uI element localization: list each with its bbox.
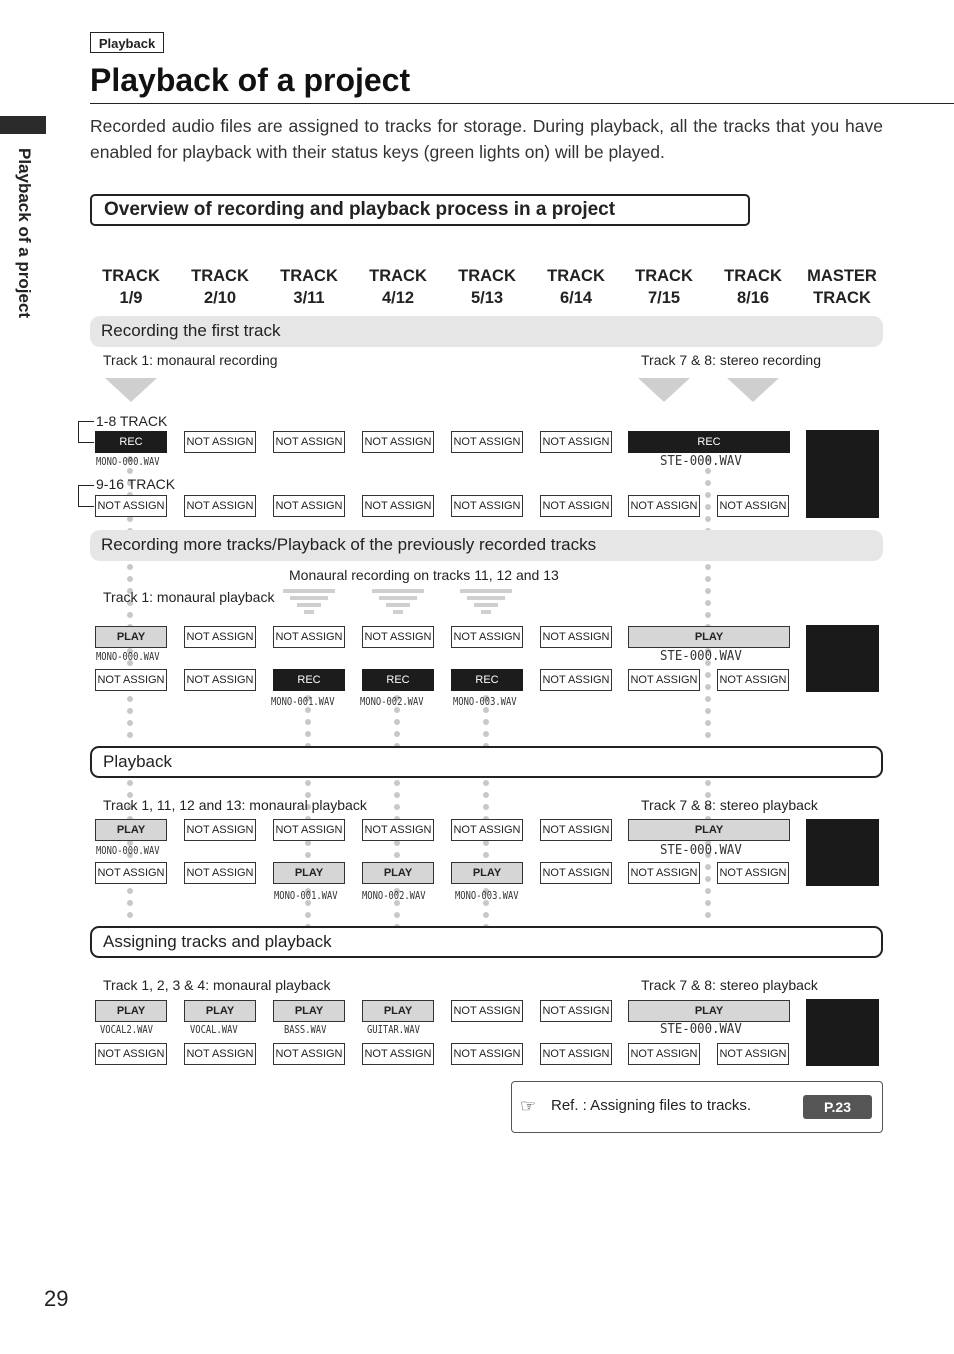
connector-dot bbox=[127, 732, 133, 738]
note-track1-playback: Track 1: monaural playback bbox=[103, 589, 275, 605]
arrow-down-icon bbox=[105, 378, 157, 402]
status-key-track6[interactable]: NOT ASSIGN bbox=[540, 626, 612, 648]
file-name: MONO-003.WAV bbox=[453, 695, 517, 708]
page-number: 29 bbox=[44, 1286, 69, 1311]
connector-dot bbox=[127, 720, 133, 726]
status-key-track3[interactable]: NOT ASSIGN bbox=[273, 431, 345, 453]
connector-dot bbox=[127, 576, 133, 582]
status-key-track4[interactable]: NOT ASSIGN bbox=[362, 819, 434, 841]
status-key-track9[interactable]: NOT ASSIGN bbox=[95, 1043, 167, 1065]
status-key-track13[interactable]: PLAY bbox=[451, 862, 523, 884]
status-key-track14[interactable]: NOT ASSIGN bbox=[540, 669, 612, 691]
track-header-8: TRACK 8/16 bbox=[724, 267, 782, 307]
status-key-track12[interactable]: NOT ASSIGN bbox=[362, 495, 434, 517]
arrow-down-icon bbox=[727, 378, 779, 402]
connector-dot bbox=[394, 912, 400, 918]
track-header-6: TRACK 6/14 bbox=[547, 267, 605, 307]
status-key-track12[interactable]: NOT ASSIGN bbox=[362, 1043, 434, 1065]
status-key-track3[interactable]: PLAY bbox=[273, 1000, 345, 1022]
reference-text: Ref. : Assigning files to tracks. bbox=[551, 1097, 752, 1114]
connector-dot bbox=[127, 468, 133, 474]
connector-dot bbox=[705, 708, 711, 714]
connector-dot bbox=[127, 612, 133, 618]
status-key-track9[interactable]: NOT ASSIGN bbox=[95, 669, 167, 691]
connector-dot bbox=[394, 804, 400, 810]
connector-dot bbox=[305, 852, 311, 858]
status-key-track2[interactable]: NOT ASSIGN bbox=[184, 626, 256, 648]
connector-dot bbox=[483, 852, 489, 858]
arrow-down-icon bbox=[638, 378, 690, 402]
status-key-track15[interactable]: NOT ASSIGN bbox=[628, 495, 700, 517]
file-name: MONO-003.WAV bbox=[455, 889, 519, 902]
status-key-track12[interactable]: REC bbox=[362, 669, 434, 691]
connector-dot bbox=[705, 564, 711, 570]
status-key-track9[interactable]: NOT ASSIGN bbox=[95, 495, 167, 517]
master-track-block bbox=[806, 999, 879, 1066]
connector-dot bbox=[394, 852, 400, 858]
status-key-track15[interactable]: NOT ASSIGN bbox=[628, 862, 700, 884]
status-key-track16[interactable]: NOT ASSIGN bbox=[717, 495, 789, 517]
connector-dot bbox=[705, 612, 711, 618]
file-name: STE-000.WAV bbox=[660, 649, 742, 664]
status-key-track10[interactable]: NOT ASSIGN bbox=[184, 669, 256, 691]
status-key-track16[interactable]: NOT ASSIGN bbox=[717, 1043, 789, 1065]
status-key-track12[interactable]: PLAY bbox=[362, 862, 434, 884]
connector-dot bbox=[127, 708, 133, 714]
track-header-2: TRACK 2/10 bbox=[191, 267, 249, 307]
status-key-track10[interactable]: NOT ASSIGN bbox=[184, 862, 256, 884]
status-key-track1[interactable]: PLAY bbox=[95, 819, 167, 841]
bank-label-lower: 9-16 TRACK bbox=[96, 476, 176, 492]
status-key-track6[interactable]: NOT ASSIGN bbox=[540, 1000, 612, 1022]
connector-dot bbox=[705, 588, 711, 594]
bank-bracket bbox=[78, 421, 94, 443]
connector-dot bbox=[705, 504, 711, 510]
connector-dot bbox=[394, 731, 400, 737]
status-key-track5[interactable]: NOT ASSIGN bbox=[451, 431, 523, 453]
status-key-track2[interactable]: PLAY bbox=[184, 1000, 256, 1022]
connector-dot bbox=[705, 720, 711, 726]
status-key-track14[interactable]: NOT ASSIGN bbox=[540, 1043, 612, 1065]
page-title: Playback of a project bbox=[90, 62, 411, 98]
bank-label-upper: 1-8 TRACK bbox=[96, 413, 168, 429]
connector-dot bbox=[394, 780, 400, 786]
connector-dot bbox=[127, 564, 133, 570]
status-key-track13[interactable]: NOT ASSIGN bbox=[451, 495, 523, 517]
status-key-track2[interactable]: NOT ASSIGN bbox=[184, 819, 256, 841]
connector-dot bbox=[705, 600, 711, 606]
status-key-track6[interactable]: NOT ASSIGN bbox=[540, 819, 612, 841]
status-key-track7-8[interactable]: PLAY bbox=[628, 626, 790, 648]
file-name: VOCAL.WAV bbox=[190, 1023, 238, 1036]
track-header-1: TRACK 1/9 bbox=[102, 267, 160, 307]
file-name: GUITAR.WAV bbox=[367, 1023, 420, 1036]
section-bar-assigning: Assigning tracks and playback bbox=[90, 926, 883, 958]
status-key-track11[interactable]: REC bbox=[273, 669, 345, 691]
status-key-track6[interactable]: NOT ASSIGN bbox=[540, 431, 612, 453]
status-key-track5[interactable]: NOT ASSIGN bbox=[451, 819, 523, 841]
file-name: MONO-000.WAV bbox=[96, 844, 160, 857]
status-key-track4[interactable]: NOT ASSIGN bbox=[362, 431, 434, 453]
status-key-track7-8[interactable]: REC bbox=[628, 431, 790, 453]
connector-dot bbox=[705, 492, 711, 498]
status-key-track14[interactable]: NOT ASSIGN bbox=[540, 495, 612, 517]
status-key-track13[interactable]: NOT ASSIGN bbox=[451, 1043, 523, 1065]
arrow-down-icon bbox=[372, 589, 424, 613]
connector-dot bbox=[305, 912, 311, 918]
file-name: MONO-000.WAV bbox=[96, 650, 160, 663]
file-name: MONO-002.WAV bbox=[362, 889, 426, 902]
file-name: VOCAL2.WAV bbox=[100, 1023, 153, 1036]
file-name: MONO-000.WAV bbox=[96, 455, 160, 468]
note-stereo-playback: Track 7 & 8: stereo playback bbox=[641, 797, 818, 813]
status-key-track15[interactable]: NOT ASSIGN bbox=[628, 669, 700, 691]
section-bar-recording-more: Recording more tracks/Playback of the previously recorded tracks bbox=[90, 530, 883, 561]
status-key-track5[interactable]: NOT ASSIGN bbox=[451, 1000, 523, 1022]
connector-dot bbox=[483, 804, 489, 810]
connector-dot bbox=[705, 780, 711, 786]
status-key-track7-8[interactable]: PLAY bbox=[628, 819, 790, 841]
connector-dot bbox=[394, 719, 400, 725]
connector-dot bbox=[127, 888, 133, 894]
file-name: MONO-002.WAV bbox=[360, 695, 424, 708]
status-key-track9[interactable]: NOT ASSIGN bbox=[95, 862, 167, 884]
connector-dot bbox=[705, 912, 711, 918]
connector-dot bbox=[705, 876, 711, 882]
connector-dot bbox=[705, 684, 711, 690]
file-name: BASS.WAV bbox=[284, 1023, 327, 1036]
file-name: STE-000.WAV bbox=[660, 454, 742, 469]
status-key-track1[interactable]: PLAY bbox=[95, 626, 167, 648]
status-key-track13[interactable]: REC bbox=[451, 669, 523, 691]
status-key-track2[interactable]: NOT ASSIGN bbox=[184, 431, 256, 453]
track-header-3: TRACK 3/11 bbox=[280, 267, 338, 307]
status-key-track16[interactable]: NOT ASSIGN bbox=[717, 669, 789, 691]
note-track1-recording: Track 1: monaural recording bbox=[103, 352, 278, 368]
note-stereo-recording: Track 7 & 8: stereo recording bbox=[641, 352, 822, 368]
connector-dot bbox=[705, 900, 711, 906]
connector-dot bbox=[705, 732, 711, 738]
connector-dot bbox=[705, 480, 711, 486]
arrow-down-icon bbox=[460, 589, 512, 613]
connector-dot bbox=[705, 576, 711, 582]
side-label: Playback of a project bbox=[15, 148, 34, 319]
section-tag: Playback bbox=[90, 32, 164, 53]
note-monaural-playback: Track 1, 11, 12 and 13: monaural playback bbox=[103, 797, 367, 813]
connector-dot bbox=[705, 864, 711, 870]
file-name: MONO-001.WAV bbox=[271, 695, 335, 708]
status-key-track11[interactable]: PLAY bbox=[273, 862, 345, 884]
connector-dot bbox=[305, 719, 311, 725]
title-rule bbox=[90, 103, 954, 104]
connector-dot bbox=[705, 672, 711, 678]
connector-dot bbox=[394, 792, 400, 798]
connector-dot bbox=[483, 792, 489, 798]
master-track-block bbox=[806, 625, 879, 692]
track-header-7: TRACK 7/15 bbox=[635, 267, 693, 307]
intro-paragraph: Recorded audio files are assigned to tracks for storage. During playback, all the tracks that you have enabled for playback with their status keys (green lights on) will be played. bbox=[90, 116, 883, 162]
connector-dot bbox=[705, 516, 711, 522]
master-track-block bbox=[806, 819, 879, 886]
overview-heading: Overview of recording and playback process in a project bbox=[90, 194, 750, 226]
status-key-track4[interactable]: PLAY bbox=[362, 1000, 434, 1022]
status-key-track10[interactable]: NOT ASSIGN bbox=[184, 495, 256, 517]
file-name: MONO-001.WAV bbox=[274, 889, 338, 902]
status-key-track11[interactable]: NOT ASSIGN bbox=[273, 1043, 345, 1065]
status-key-track1[interactable]: PLAY bbox=[95, 1000, 167, 1022]
connector-dot bbox=[305, 731, 311, 737]
connector-dot bbox=[127, 780, 133, 786]
status-key-track3[interactable]: NOT ASSIGN bbox=[273, 626, 345, 648]
status-key-track10[interactable]: NOT ASSIGN bbox=[184, 1043, 256, 1065]
connector-dot bbox=[127, 912, 133, 918]
file-name: STE-000.WAV bbox=[660, 843, 742, 858]
status-key-track16[interactable]: NOT ASSIGN bbox=[717, 862, 789, 884]
connector-dot bbox=[705, 696, 711, 702]
status-key-track11[interactable]: NOT ASSIGN bbox=[273, 495, 345, 517]
section-bar-playback: Playback bbox=[90, 746, 883, 778]
connector-dot bbox=[305, 780, 311, 786]
pointing-hand-icon: ☞ bbox=[520, 1096, 537, 1116]
note-assign-stereo: Track 7 & 8: stereo playback bbox=[641, 977, 818, 993]
file-name: STE-000.WAV bbox=[660, 1022, 742, 1037]
note-monaural-recording: Monaural recording on tracks 11, 12 and 13 bbox=[289, 567, 559, 583]
status-key-track5[interactable]: NOT ASSIGN bbox=[451, 626, 523, 648]
connector-dot bbox=[483, 719, 489, 725]
arrow-down-icon bbox=[283, 589, 335, 613]
connector-dot bbox=[483, 731, 489, 737]
connector-dot bbox=[483, 780, 489, 786]
connector-dot bbox=[127, 900, 133, 906]
track-header-5: TRACK 5/13 bbox=[458, 267, 516, 307]
reference-page-link[interactable]: P.23 bbox=[803, 1095, 872, 1119]
section-bar-recording-first: Recording the first track bbox=[90, 316, 883, 347]
status-key-track4[interactable]: NOT ASSIGN bbox=[362, 626, 434, 648]
track-header-master: MASTER TRACK bbox=[807, 267, 877, 307]
connector-dot bbox=[483, 912, 489, 918]
status-key-track14[interactable]: NOT ASSIGN bbox=[540, 862, 612, 884]
bank-bracket bbox=[78, 485, 94, 507]
note-assign-monaural: Track 1, 2, 3 & 4: monaural playback bbox=[103, 977, 331, 993]
status-key-track3[interactable]: NOT ASSIGN bbox=[273, 819, 345, 841]
status-key-track1[interactable]: REC bbox=[95, 431, 167, 453]
master-track-block bbox=[806, 430, 879, 518]
connector-dot bbox=[127, 696, 133, 702]
connector-dot bbox=[705, 888, 711, 894]
track-header-4: TRACK 4/12 bbox=[369, 267, 427, 307]
status-key-track7-8[interactable]: PLAY bbox=[628, 1000, 790, 1022]
status-key-track15[interactable]: NOT ASSIGN bbox=[628, 1043, 700, 1065]
side-tab-marker bbox=[0, 116, 46, 134]
